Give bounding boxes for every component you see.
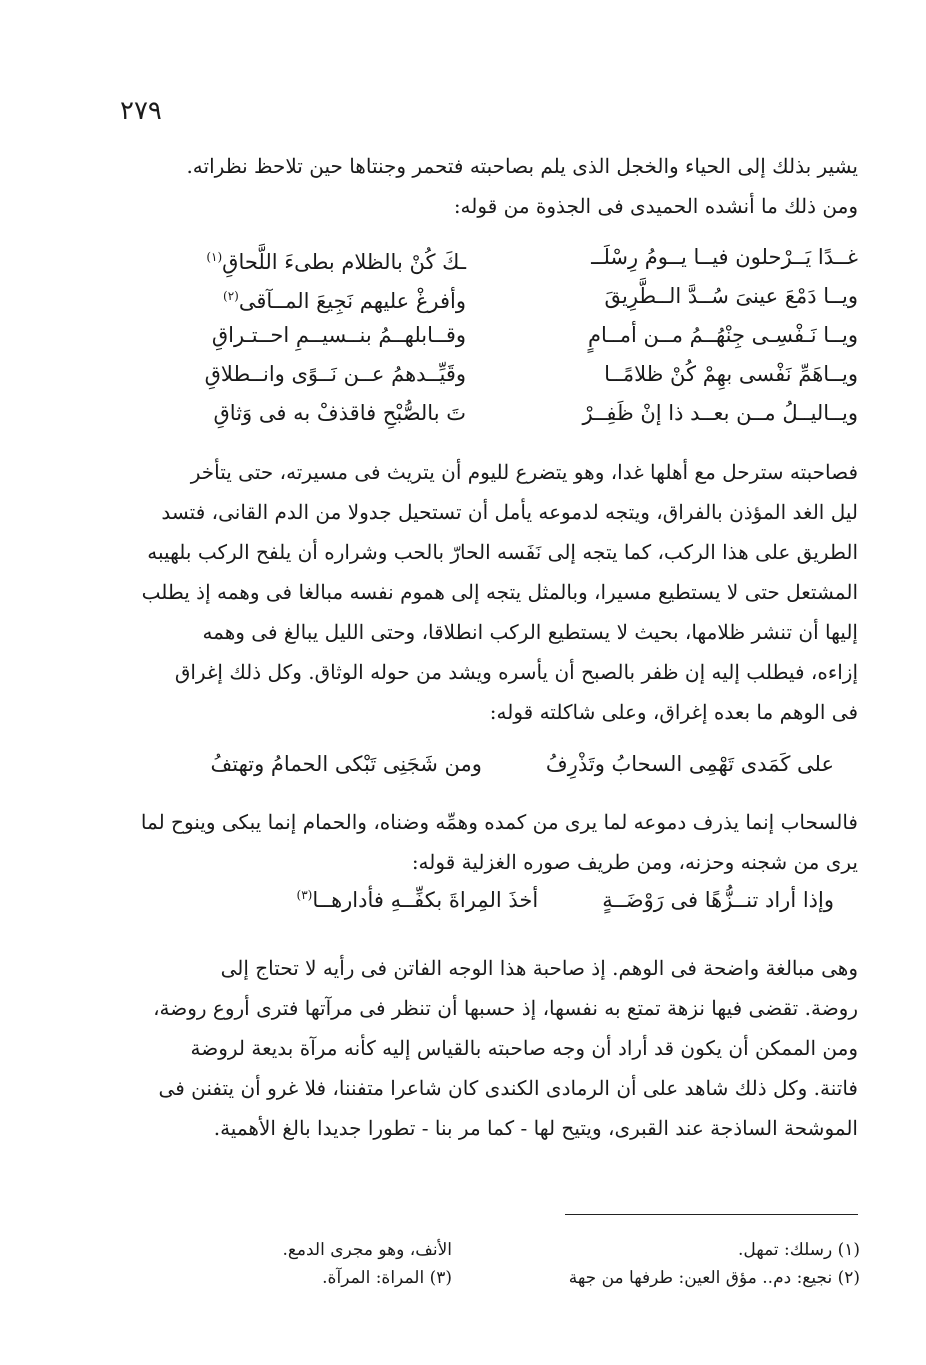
footnote: (١) رسلك: تمهل. — [737, 1240, 860, 1260]
text-line: الطريق على هذا الركب، كما يتجه إلى نَفَسه الحارّ بالحب وشراره أن يلفح الركب بلهيبه — [147, 540, 858, 564]
verse-second-hemistich: تَ بالصُّبْحِ فاقذفْ به فى وَثاقِ — [213, 401, 466, 425]
verse-first-hemistich: على كَمَدى تَهْمِى السحابُ وتَذْرِفُ — [545, 752, 834, 776]
commentary-paragraph — [116, 452, 858, 732]
text-line: إزاءه، فيطلب إليه إن ظفر بالصبح أن يأسره ويشد من حوله الوثاق. وكل ذلك إغراق — [174, 660, 858, 684]
poem-verse — [116, 355, 858, 394]
verse-second-hemistich — [116, 238, 488, 277]
verse-second-hemistich: وقَيِّــدهمُ عــن نَــوًى وانــطلاقِ — [204, 362, 466, 386]
poem-verse — [116, 238, 858, 277]
verse-second-hemistich — [297, 888, 583, 912]
text-line: يرى من شجنه وحزنه، ومن طريف صوره الغزلية قوله: — [411, 850, 858, 874]
text-line: روضة. تقضى فيها نزهة تمتع به نفسها، إذ حسبها أن تنظر فى مرآتها فترى أروع روضة، — [153, 996, 858, 1020]
quoted-verse — [116, 752, 858, 776]
commentary-paragraph — [116, 802, 858, 882]
verse-first-hemistich: ويــا دَمْعَ عينىَ سُــدَّ الــطَّرِيقَ — [604, 284, 858, 308]
text-line: فالسحاب إنما يذرف دموعه لما يرى من كمده وهمِّه وضناه، والحمام إنما يبكى وينوح لما — [140, 810, 858, 834]
verse-second-hemistich: وقــابلهــمُ بنــسيــمِ احــتـراقِ — [211, 323, 466, 347]
hemistich-text: ـكَ كُنْ بالظلام بطىءَ اللَّحاقِ — [222, 250, 466, 274]
text-line: الموشحة الساذجة عند القبرى، ويتيح لها - كما مر بنا - تطورا جديدا بالغ الأهمية. — [213, 1116, 858, 1140]
text-line: ومن الممكن أن يكون قد أراد أن وجه صاحبته بالقياس إليه كأنه مرآة بديعة لروضة — [190, 1036, 858, 1060]
text-line: وهى مبالغة واضحة فى الوهم. إذ صاحبة هذا الوجه الفاتن فى رأيه لا تحتاج إلى — [220, 956, 858, 980]
quoted-verse — [116, 888, 858, 912]
verse-first-hemistich: ويــا نَـفْسِـى جِنْهُــمُ مــن أمــامٍ — [587, 323, 858, 347]
poem-verse — [116, 394, 858, 433]
hemistich-text: أخذَ المِراةَ بكفِّــهِ فأدارهــا — [312, 888, 539, 912]
text-line: فى الوهم ما بعده إغراق، وعلى شاكلته قوله: — [489, 700, 858, 724]
text-line: المشتعل حتى لا يستطيع مسيرا، وبالمثل يتجه إلى هموم نفسه مبالغا فى وهمه إذ يطلب — [141, 580, 858, 604]
page-number: ٢٧٩ — [120, 96, 162, 126]
text-line: فاتنة. وكل ذلك شاهد على أن الرمادى الكندى كان شاعرا متفننا، فلا غرو أن يتفنن فى — [158, 1076, 858, 1100]
text-line: إليها أن تنشر ظلامها، بحيث لا يستطيع الركب انطلاقا، وحتى الليل يبالغ فى وهمه — [202, 620, 858, 644]
poem-verse — [116, 277, 858, 316]
footnote-marker: (١) — [206, 250, 223, 264]
footnote-marker: (٣) — [296, 888, 313, 902]
intro-paragraph — [116, 146, 858, 226]
verse-first-hemistich: ويــاليــلُ مــن بعــد ذا إنْ ظَفِــرْ — [582, 401, 858, 425]
footnote-marker: (٢) — [223, 289, 239, 303]
poem-verse — [116, 316, 858, 355]
text-line: يشير بذلك إلى الحياء والخجل الذى يلم بصاحبته فتحمر وجنتاها حين تلاحظ نظراته. — [186, 154, 858, 178]
verse-first-hemistich: ويــاهَمِّ نَفْسى بهِمْ كُنْ ظلامًــا — [604, 362, 858, 386]
footnote: (٢) نجيع: دم.. مؤق العين: طرفها من جهة — [568, 1268, 860, 1288]
footnotes-left-column — [220, 1236, 452, 1292]
footnote: (٣) المراة: المرآة. — [322, 1268, 452, 1288]
verse-first-hemistich: وإذا أراد تنــزُّهًا فى رَوْضَــةٍ — [602, 888, 834, 912]
footnote-divider — [565, 1214, 858, 1215]
hemistich-text: وأفرغْ عليهم نَجِيعَ المــآقى — [238, 289, 466, 313]
text-line: ومن ذلك ما أنشده الحميدى فى الجذوة من قوله: — [453, 194, 858, 218]
text-line: فصاحبته سترحل مع أهلها غدا، وهو يتضرع لليوم أن يتريث فى مسيرته، حتى يتأخر — [190, 460, 858, 484]
verse-second-hemistich — [116, 277, 488, 316]
text-line: ليل الغد المؤذن بالفراق، ويتجه لدموعه يأمل أن تستحيل جدولا من الدم القانى، فتسد — [161, 500, 858, 524]
footnote: الأنف، وهو مجرى الدمع. — [282, 1240, 452, 1260]
verse-second-hemistich: ومن شَجَنِى تَبْكى الحمامُ وتهتفُ — [210, 752, 482, 776]
verse-first-hemistich: غــدًا يَــرْحلون فيــا يــومُ رِسْلَــ — [591, 245, 858, 269]
poem-block — [116, 238, 858, 433]
footnotes-right-column — [470, 1236, 860, 1292]
commentary-paragraph — [116, 948, 858, 1148]
